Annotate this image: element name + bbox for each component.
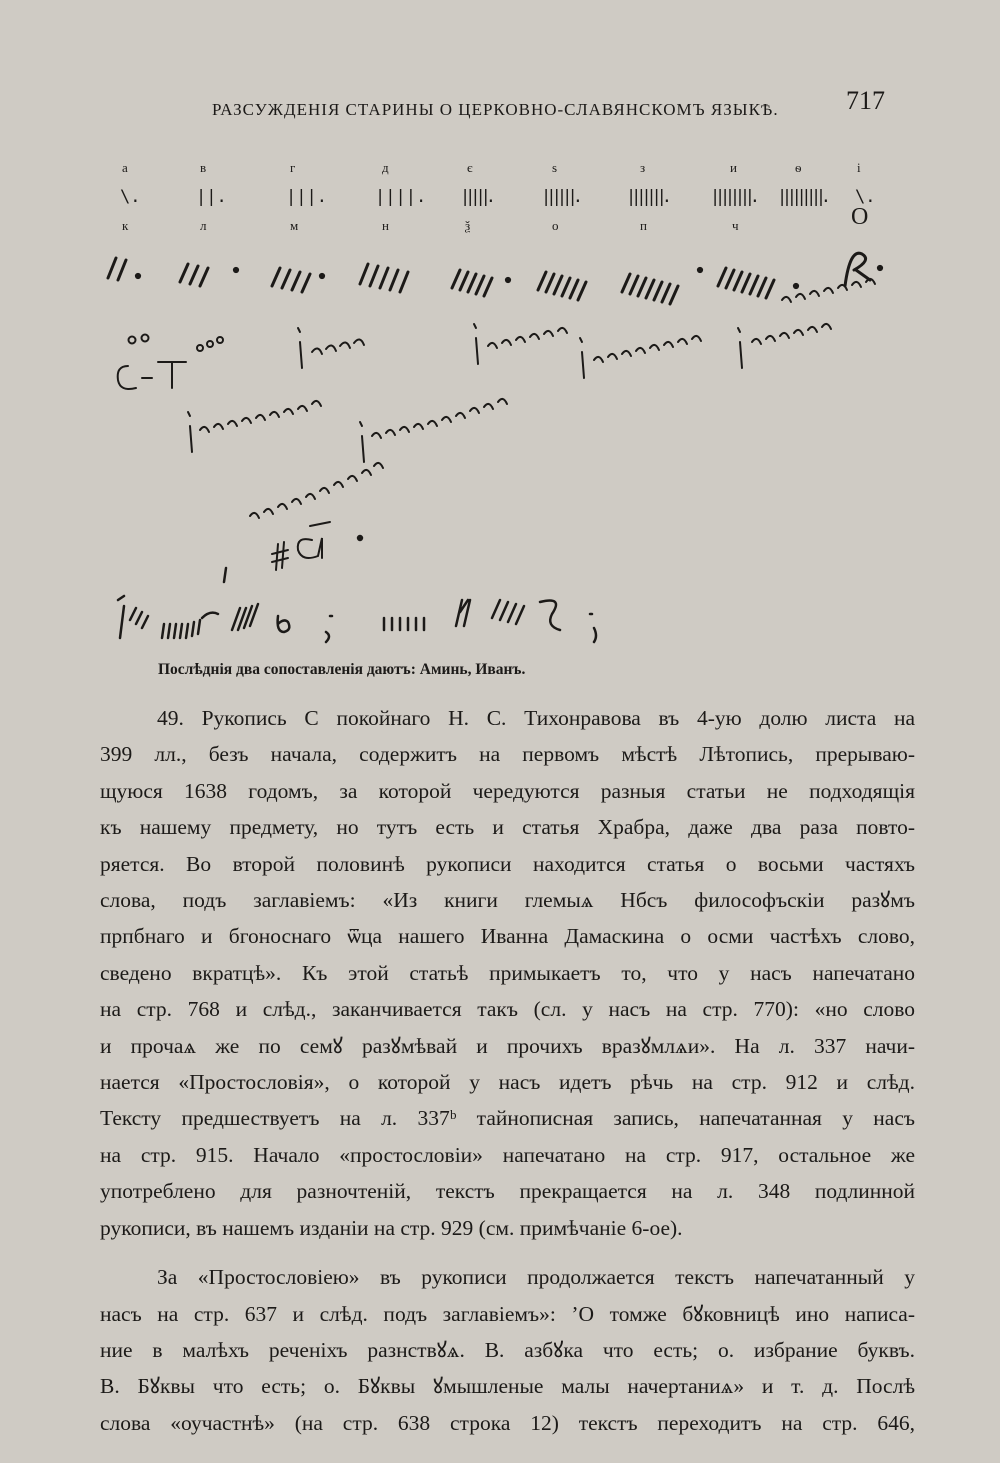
text-line: къ нашему предмету, но тутъ есть и статья Храбра, даже два раза повто-: [100, 815, 915, 840]
numeral-label: м: [290, 218, 299, 233]
numeral-label: п: [640, 218, 647, 233]
cipher-figure: [0, 130, 1000, 650]
numeral-label: к: [122, 218, 129, 233]
numeral-label: ѕ: [552, 160, 558, 175]
numeral-label: і: [857, 160, 861, 175]
numeral-label: ч: [732, 218, 739, 233]
text-line: За «Простословіею» въ рукописи продолжается текстъ напечатанный у: [157, 1265, 915, 1290]
tally-mark: |||.: [286, 187, 327, 207]
body-text: [100, 700, 915, 1441]
text-line: на стр. 915. Начало «простословіи» напечатано на стр. 917, остальное же: [100, 1142, 915, 1167]
numeral-row-2: [122, 204, 868, 233]
paragraph-1: [100, 700, 915, 1246]
tally-mark: \.: [120, 187, 141, 207]
figure-caption: Послѣднія два сопоставленія даютъ: Аминь, Иванъ.: [158, 661, 526, 678]
paragraph-2: [100, 1259, 915, 1441]
text-line: 399 лл., безъ начала, содержитъ на первомъ мѣстѣ Лѣтопись, прерываю-: [100, 742, 915, 767]
diagonal-hook-chains: [188, 399, 507, 518]
tally-mark: ||||||.: [541, 187, 583, 207]
tally-mark: ||.: [196, 187, 227, 207]
text-line: сведено вкратцѣ». Къ этой статьѣ примыкаетъ то, что у насъ напечатано: [100, 960, 915, 985]
numeral-label: ѳ: [795, 160, 802, 175]
text-line: слова, подъ заглавіемъ: «Из книги глемыѧ Нбсъ философъскіи разꙋмъ: [100, 888, 915, 913]
text-line: ние в малѣхъ реченіхъ разнствꙋѧ. В. азбꙋка что есть; о. избрание буквъ.: [100, 1337, 915, 1362]
text-line: насъ на стр. 637 и слѣд. подъ заглавіемъ»: ʼО томже бꙋковницѣ ино написа-: [100, 1301, 915, 1326]
numeral-label: г: [290, 160, 296, 175]
numeral-label: л: [200, 218, 207, 233]
tally-mark: |||||||||.: [777, 187, 831, 207]
hooked-sequence-row: [118, 279, 875, 389]
text-line: щуюся 1638 годомъ, за которой чередуются разныя статьи не подходящія: [100, 778, 915, 803]
numeral-label: и: [730, 160, 737, 175]
text-line: прпбнаго и бгоноснаго ѿца нашего Иванна Дамаскина о осми частѣхъ слово,: [100, 924, 915, 949]
running-header: РАЗСУЖДЕНІЯ СТАРИНЫ О ЦЕРКОВНО-СЛАВЯНСКОМЪ ЯЗЫКѢ.: [212, 100, 779, 119]
numeral-label: н: [382, 218, 389, 233]
text-line: и прочаѧ же по семꙋ разꙋмѣвай и прочихъ вразꙋмлѧи». На л. 337 начи-: [100, 1033, 915, 1058]
text-line: на стр. 768 и слѣд., заканчивается такъ (сл. у насъ на стр. 770): «но слово: [100, 997, 915, 1022]
numeral-label: ѯ: [465, 218, 471, 233]
tally-mark: \.: [855, 187, 876, 207]
numeral-label: д: [382, 160, 389, 175]
numeral-label: в: [200, 160, 207, 175]
numeral-label: а: [122, 160, 128, 175]
text-line: В. Бꙋквы что есть; о. Бꙋквы ꙋмышленые малы начертаниѧ» и т. д. Послѣ: [100, 1374, 915, 1399]
final-comparison-row: [118, 568, 596, 642]
text-line: рукописи, въ нашемъ изданіи на стр. 929 (см. примѣчаніе 6-ое).: [100, 1215, 683, 1240]
numeral-row-1: [122, 160, 861, 175]
tally-mark: ||||||||.: [710, 187, 760, 207]
tally-mark: |||||.: [460, 187, 496, 207]
text-line: употреблено для разночтеній, текстъ прекращается на л. 348 подлинной: [100, 1179, 915, 1204]
text-line: Тексту предшествуетъ на л. 337ᵇ тайнописная запись, напечатанная у насъ: [100, 1106, 915, 1131]
numeral-label: О: [851, 204, 869, 230]
text-line: нается «Простословія», о которой у насъ идетъ рѣчь на стр. 912 и слѣд.: [100, 1070, 915, 1095]
tally-mark: |||||||.: [626, 187, 672, 207]
sharp-mark-group: [272, 522, 362, 570]
slanted-tally-row: [108, 253, 882, 304]
tally-row-1: [120, 187, 875, 207]
text-line: 49. Рукопись С покойнаго Н. С. Тихонравова въ 4-ую долю листа на: [157, 706, 915, 730]
text-line: ряется. Во второй половинѣ рукописи находится статья о восьми частяхъ: [100, 851, 915, 876]
numeral-label: о: [552, 218, 559, 233]
numeral-label: з: [640, 160, 646, 175]
tally-mark: ||||.: [375, 187, 427, 207]
numeral-label: є: [467, 160, 473, 175]
page-number: 717: [846, 86, 885, 115]
text-line: слова «оучастнѣ» (на стр. 638 строка 12) текстъ переходитъ на стр. 646,: [100, 1410, 915, 1435]
